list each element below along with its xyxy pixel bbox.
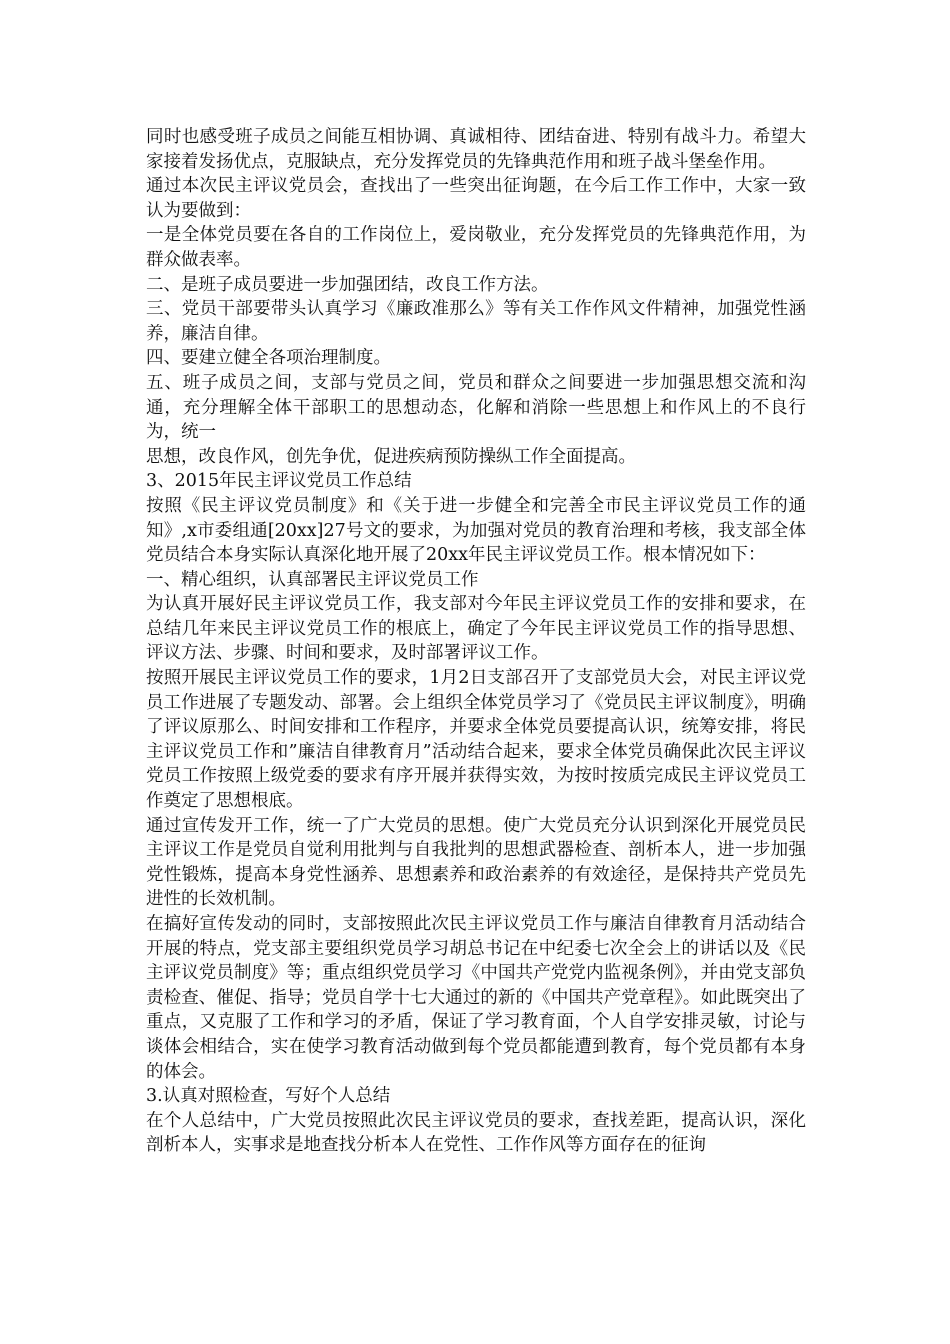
paragraph: 通过宣传发开工作，统一了广大党员的思想。使广大党员充分认识到深化开展党员民主评议工作是党员自觉利用批判与自我批判的思想武器检查、剖析本人，进一步加强党性锻炼，提高本身党性涵养、思想素养和政治素养的有效途径，是保持共产党员先进性的长效机制。 (146, 815, 806, 910)
paragraph: 二、是班子成员要进一步加强团结，改良工作方法。 (146, 274, 549, 295)
paragraph: 一是全体党员要在各自的工作岗位上，爱岗敬业，充分发挥党员的先锋典范作用，为群众做表率。 (146, 225, 806, 270)
paragraph: 思想，改良作风，创先争优，促进疾病预防操纵工作全面提高。 (146, 446, 636, 467)
paragraph: 五、班子成员之间，支部与党员之间，党员和群众之间要进一步加强思想交流和沟通，充分理解全体干部职工的思想动态，化解和消除一些思想上和作风上的不良行为，统一 (146, 372, 806, 443)
paragraph: 按照开展民主评议党员工作的要求，1月2日支部召开了支部党员大会，对民主评议党员工作进展了专题发动、部署。会上组织全体党员学习了《党员民主评议制度》，明确了评议原那么、时间安排和工作程序，并要求全体党员要提高认识，统筹安排，将民主评议党员工作和”廉洁自律教育月”活动结合起来，要求全体党员确保此次民主评议党员工作按照上级党委的要求有序开展并获得实效，为按时按质完成民主评议党员工作奠定了思想根底。 (146, 668, 806, 812)
section-heading: 3、2015年民主评议党员工作总结 (146, 471, 412, 492)
document-body (146, 125, 806, 1158)
paragraph: 按照《民主评议党员制度》和《关于进一步健全和完善全市民主评议党员工作的通知》,x市委组通[20xx]27号文的要求，为加强对党员的教育治理和考核，我支部全体党员结合本身实际认真深化地开展了20xx年民主评议党员工作。根本情况如下： (146, 495, 806, 566)
paragraph: 在个人总结中，广大党员按照此次民主评议党员的要求，查找差距，提高认识，深化剖析本人，实事求是地查找分析本人在党性、工作作风等方面存在的征询 (146, 1110, 806, 1156)
paragraph: 同时也感受班子成员之间能互相协调、真诚相待、团结奋进、特别有战斗力。希望大家接着发扬优点，克服缺点，充分发挥党员的先锋典范作用和班子战斗堡垒作用。 (146, 127, 806, 172)
paragraph: 三、党员干部要带头认真学习《廉政准那么》等有关工作作风文件精神，加强党性涵养，廉洁自律。 (146, 299, 806, 344)
section-heading: 一、精心组织，认真部署民主评议党员工作 (146, 569, 479, 590)
paragraph: 通过本次民主评议党员会，查找出了一些突出征询题，在今后工作工作中，大家一致认为要做到： (146, 176, 806, 221)
paragraph: 四、要建立健全各项治理制度。 (146, 348, 391, 369)
paragraph: 在搞好宣传发动的同时，支部按照此次民主评议党员工作与廉洁自律教育月活动结合开展的特点，党支部主要组织党员学习胡总书记在中纪委七次全会上的讲话以及《民主评议党员制度》等；重点组织党员学习《中国共产党党内监视条例》，并由党支部负责检查、催促、指导；党员自学十七大通过的新的《中国共产党章程》。如此既突出了重点，又克服了工作和学习的矛盾，保证了学习教育面，个人自学安排灵敏，讨论与谈体会相结合，实在使学习教育活动做到每个党员都能遭到教育，每个党员都有本身的体会。 (146, 914, 806, 1082)
section-heading: 3.认真对照检查，写好个人总结 (146, 1086, 391, 1107)
paragraph: 为认真开展好民主评议党员工作，我支部对今年民主评议党员工作的安排和要求，在总结几年来民主评议党员工作的根底上，确定了今年民主评议党员工作的指导思想、评议方法、步骤、时间和要求，及时部署评议工作。 (146, 594, 806, 664)
